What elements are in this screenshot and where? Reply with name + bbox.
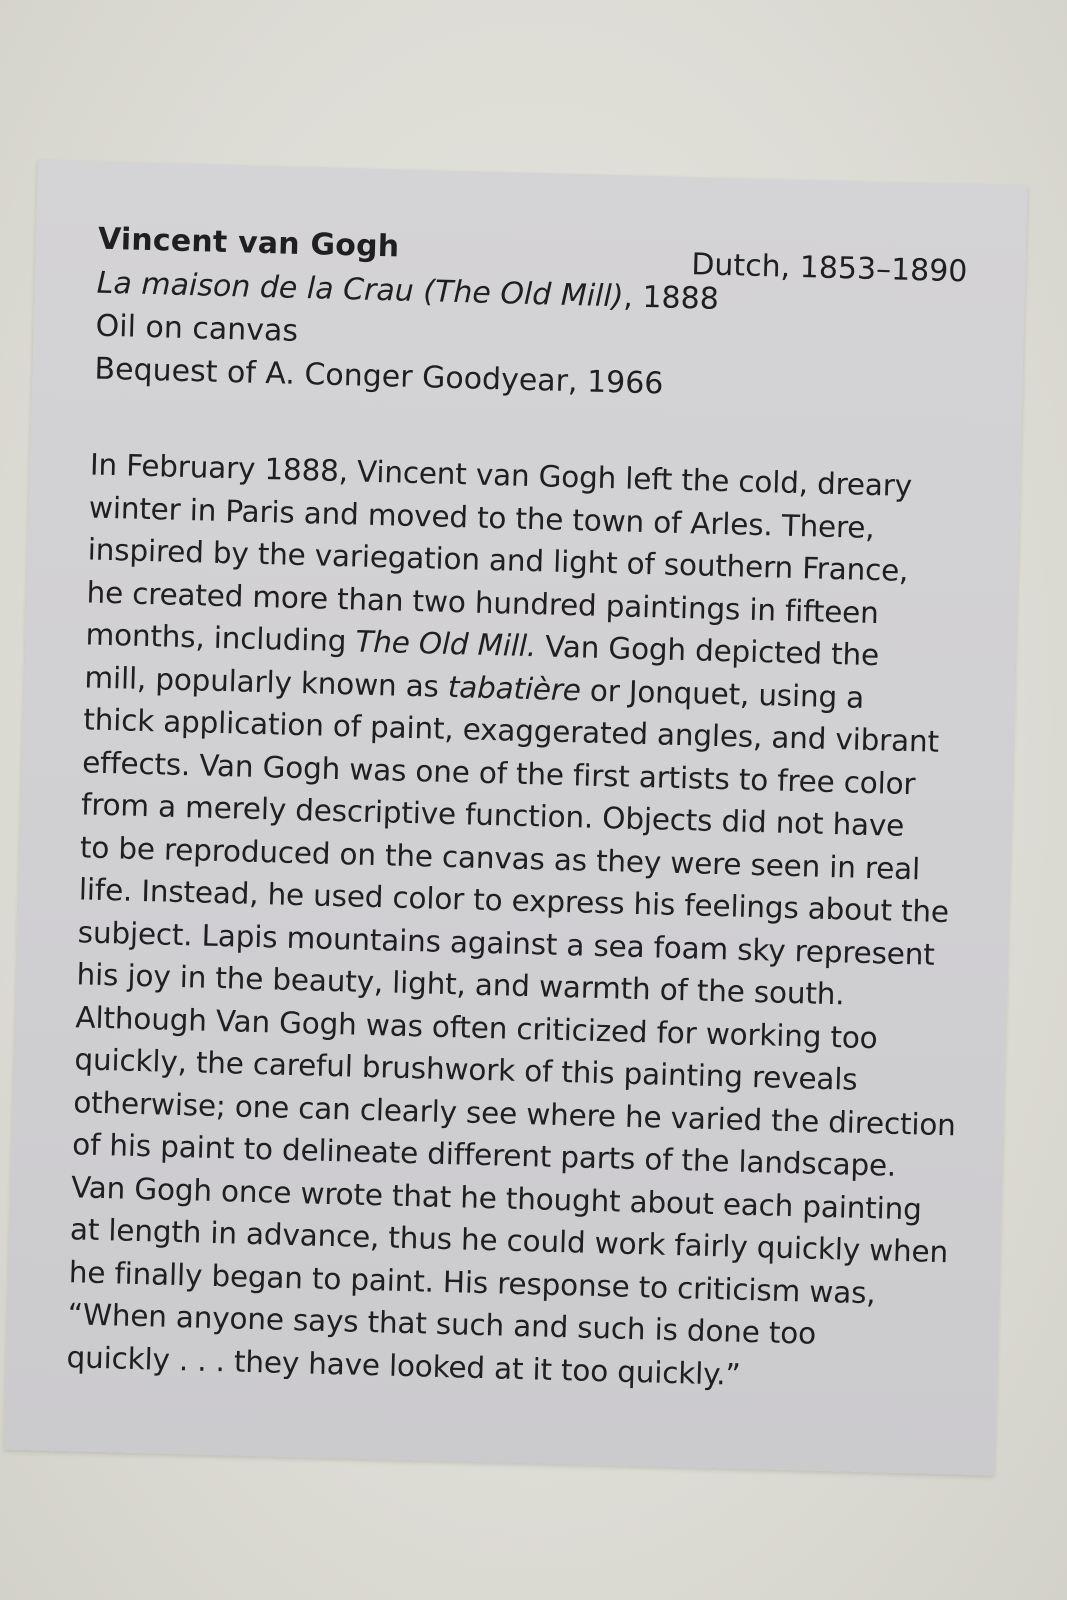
description-italic-text: tabatière [447, 669, 582, 707]
description-text: from a merely descriptive function. Objects did not have [80, 787, 905, 843]
description-text: subject. Lapis mountains against a sea foam sky represent [77, 914, 936, 972]
description-text: otherwise; one can clearly see where he varied the direction [72, 1084, 957, 1142]
description-text: effects. Van Gogh was one of the first artists to free color [81, 744, 916, 801]
description-text: of his paint to delineate different parts of the landscape. [71, 1127, 897, 1183]
description-text: In February 1888, Vincent van Gogh left the cold, dreary [89, 447, 913, 503]
credit-line: Bequest of A. Conger Goodyear, 1966 [94, 351, 664, 402]
description-text: life. Instead, he used color to express his feelings about the [78, 872, 950, 930]
museum-wall-label [4, 160, 1027, 1475]
description-italic-text: The Old Mill. [355, 624, 537, 664]
description-text: to be reproduced on the canvas as they were seen in real [79, 829, 921, 886]
description-text: or Jonquet, using a [580, 672, 865, 715]
label-header [94, 222, 968, 414]
description-text: winter in Paris and moved to the town of Arles. There, [88, 489, 875, 545]
description-text: “When anyone says that such and such is done too [67, 1297, 817, 1351]
description-text: Although Van Gogh was often criticized for working too [75, 999, 879, 1055]
description-text: inspired by the variegation and light of southern France, [87, 532, 909, 588]
description-text: he finally began to paint. His response to criticism was, [68, 1254, 876, 1310]
description-text: he created more than two hundred paintings in fifteen [86, 574, 880, 630]
artwork-date: , 1888 [622, 279, 720, 317]
description-text: Van Gogh once wrote that he thought about each painting [70, 1169, 923, 1226]
description-text: quickly, the careful brushwork of this painting reveals [74, 1042, 858, 1097]
artwork-title: La maison de la Crau (The Old Mill) [96, 265, 624, 315]
artist-nationality-dates: Dutch, 1853–1890 [690, 247, 968, 290]
artwork-medium: Oil on canvas [95, 308, 299, 349]
description-text: months, including [85, 617, 356, 659]
description-text: Van Gogh depicted the [535, 629, 880, 673]
label-description [66, 443, 960, 1400]
description-text: his joy in the beauty, light, and warmth of the south. [76, 957, 845, 1012]
description-text: quickly . . . they have looked at it too quickly.” [66, 1339, 741, 1392]
description-text: thick application of paint, exaggerated angles, and vibrant [82, 702, 940, 759]
artist-name: Vincent van Gogh [97, 221, 400, 265]
description-text: at length in advance, thus he could work fairly quickly when [69, 1212, 949, 1270]
description-text: mill, popularly known as [84, 659, 449, 704]
